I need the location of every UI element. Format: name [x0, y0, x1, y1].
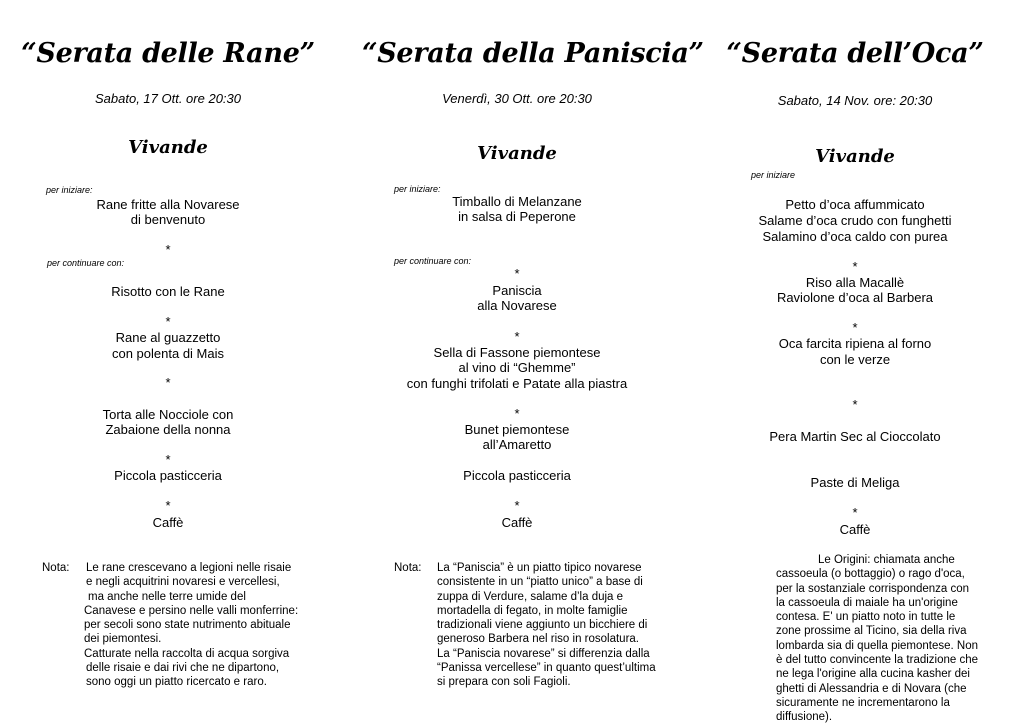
- note-line: la cassoeula di maiale ha un'origine: [776, 596, 958, 609]
- note-line: per secoli sono state nutrimento abituale: [84, 619, 291, 632]
- menu-date: Sabato, 14 Nov. ore: 20:30: [777, 93, 933, 108]
- note-line: ne lega l'origine alla cucina kasher dei: [776, 668, 970, 681]
- note-line: dei piemontesi.: [84, 633, 162, 646]
- separator-star: *: [165, 498, 171, 513]
- note-text: [84, 561, 298, 690]
- note-label: Nota:: [42, 562, 70, 574]
- vivande-heading: Vivande: [815, 146, 895, 167]
- note-text: [437, 561, 656, 690]
- course-line: al vino di “Ghemme”: [458, 360, 576, 375]
- course-line: Sella di Fassone piemontese: [433, 345, 601, 360]
- note-line: La “Paniscia novarese” si differenzia dalla: [437, 647, 650, 660]
- separator-star: *: [514, 329, 520, 344]
- note-line: ma anche nelle terre umide del: [88, 590, 246, 603]
- note-line: mortadella di fegato, in molte famiglie: [437, 604, 628, 617]
- separator-star: *: [165, 242, 171, 257]
- starter-line: di benvenuto: [130, 212, 206, 227]
- note-line: “Panissa vercellese” in quanto quest’ultima: [437, 662, 656, 675]
- note-line: zone prossime al Ticino, sia della riva: [776, 625, 967, 638]
- separator-star: *: [514, 498, 520, 513]
- course-line: con le verze: [819, 352, 891, 367]
- course-line: con polenta di Mais: [111, 346, 224, 361]
- starter-line: Salame d’oca crudo con funghetti: [758, 213, 952, 228]
- note-line: per la sostanziale corrispondenza con: [776, 582, 970, 595]
- starter-line: Petto d’oca affummicato: [785, 197, 925, 212]
- starter-line: in salsa di Peperone: [458, 209, 576, 224]
- course-line: Pera Martin Sec al Cioccolato: [769, 429, 941, 444]
- note-line: e negli acquitrini novaresi e vercellesi,: [86, 576, 280, 589]
- note-line: Le Origini: chiamata anche: [818, 554, 955, 566]
- note-line: tradizionali viene aggiunto un bicchiere di: [437, 619, 648, 632]
- start-label: per iniziare:: [394, 184, 441, 194]
- start-label: per iniziare: [751, 170, 796, 180]
- note-line: sicuramente ne incrementarono la: [776, 696, 950, 709]
- course-line: Piccola pasticceria: [463, 468, 571, 483]
- course-line: Paniscia: [492, 283, 542, 298]
- note-line: zuppa di Verdure, salame d’la duja e: [437, 590, 624, 603]
- course-line: con funghi trifolati e Patate alla piastra: [406, 376, 628, 391]
- menu-date: Venerdì, 30 Ott. ore 20:30: [442, 91, 592, 106]
- separator-star: *: [852, 505, 858, 520]
- continue-label: per continuare con:: [47, 258, 125, 268]
- note-line: diffusione).: [776, 711, 833, 724]
- note-line: cassoeula (o bottaggio) o rago d'oca,: [776, 568, 965, 581]
- separator-star: *: [165, 314, 171, 329]
- menu-title: “Serata delle Rane”: [21, 38, 315, 69]
- course-line: Caffè: [839, 522, 871, 537]
- note-line: lombarda sia di quella piemontese. Non: [776, 639, 979, 652]
- starter-line: Timballo di Melanzane: [452, 194, 582, 209]
- note-text: [776, 553, 978, 725]
- course-line: Caffè: [501, 515, 533, 530]
- menu-title: “Serata della Paniscia”: [362, 38, 704, 69]
- course-line: Raviolone d’oca al Barbera: [776, 290, 934, 305]
- course-line: Bunet piemontese: [464, 422, 570, 437]
- course-line: Caffè: [152, 515, 184, 530]
- menu-title: “Serata dell’Oca”: [726, 38, 984, 69]
- note-line: è del tutto convincente la tradizione che: [776, 654, 979, 667]
- course-line: Zabaione della nonna: [105, 422, 231, 437]
- course-line: Oca farcita ripiena al forno: [778, 336, 932, 351]
- note-line: consistente in un “piatto unico” a base di: [437, 576, 643, 589]
- course-line: Riso alla Macallè: [805, 275, 905, 290]
- course-line: Risotto con le Rane: [111, 284, 225, 299]
- course-line: Piccola pasticceria: [114, 468, 222, 483]
- vivande-heading: Vivande: [128, 137, 208, 158]
- note-line: ghetti di Alessandria e di Novara (che: [776, 682, 967, 695]
- starter-line: Rane fritte alla Novarese: [96, 197, 240, 212]
- note-line: Catturate nella raccolta di acqua sorgiva: [84, 647, 290, 660]
- note-line: Canavese e persino nelle valli monferrine:: [84, 604, 299, 617]
- separator-star: *: [852, 397, 858, 412]
- vivande-heading: Vivande: [477, 143, 557, 164]
- separator-star: *: [165, 452, 171, 467]
- separator-star: *: [852, 320, 858, 335]
- course-line: Torta alle Nocciole con: [102, 407, 234, 422]
- separator-star: *: [852, 259, 858, 274]
- separator-star: *: [514, 406, 520, 421]
- course-line: alla Novarese: [477, 298, 557, 313]
- separator-star: *: [514, 266, 520, 281]
- note-line: contesa. E' un piatto noto in tutte le: [776, 611, 956, 624]
- note-line: delle risaie e dai rivi che ne dipartono,: [86, 662, 280, 675]
- course-line: Paste di Meliga: [810, 475, 900, 490]
- note-line: Le rane crescevano a legioni nelle risaie: [86, 562, 292, 574]
- course-line: all’Amaretto: [482, 437, 552, 452]
- note-line: generoso Barbera nel riso in rosolatura.: [437, 633, 640, 646]
- note-line: La “Paniscia” è un piatto tipico novarese: [437, 562, 642, 574]
- menu-date: Sabato, 17 Ott. ore 20:30: [95, 91, 241, 106]
- separator-star: *: [165, 375, 171, 390]
- note-line: si prepara con soli Fagioli.: [437, 676, 571, 689]
- start-label: per iniziare:: [46, 185, 93, 195]
- note-label: Nota:: [394, 562, 422, 574]
- note-line: sono oggi un piatto ricercato e raro.: [86, 676, 267, 689]
- starter-line: Salamino d’oca caldo con purea: [762, 229, 948, 244]
- continue-label: per continuare con:: [394, 256, 472, 266]
- course-line: Rane al guazzetto: [115, 330, 221, 345]
